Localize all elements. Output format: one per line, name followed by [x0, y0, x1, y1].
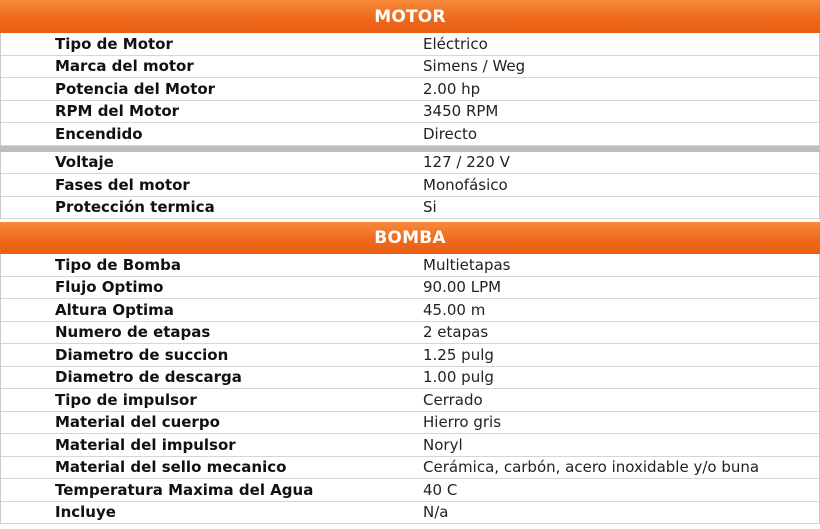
spec-label: Material del sello mecanico — [55, 458, 287, 477]
spec-row — [1, 389, 819, 412]
spec-row — [1, 56, 819, 79]
spec-row — [1, 101, 819, 124]
spec-label: Tipo de Bomba — [55, 255, 181, 274]
spec-label: Marca del motor — [55, 57, 194, 76]
spec-label: Diametro de succion — [55, 345, 229, 364]
spec-value: 127 / 220 V — [423, 153, 510, 172]
spec-row — [1, 123, 819, 146]
spec-row — [1, 479, 819, 502]
bomba-section-header — [0, 222, 820, 254]
spec-row — [1, 78, 819, 101]
spec-label: Material del impulsor — [55, 435, 236, 454]
spec-value: 1.25 pulg — [423, 345, 494, 364]
spec-value: Multietapas — [423, 255, 511, 274]
spec-row — [1, 299, 819, 322]
spec-row — [1, 367, 819, 390]
spec-value: Monofásico — [423, 175, 508, 194]
spec-label: Diametro de descarga — [55, 368, 242, 387]
spec-value: N/a — [423, 503, 449, 522]
bomba-rows — [0, 254, 820, 524]
spec-label: Altura Optima — [55, 300, 174, 319]
spec-label: Protección termica — [55, 198, 215, 217]
spec-row — [1, 344, 819, 367]
spec-value: 45.00 m — [423, 300, 486, 319]
spec-value: Simens / Weg — [423, 57, 526, 76]
spec-row — [1, 457, 819, 480]
spec-label: Encendido — [55, 124, 143, 143]
spec-label: RPM del Motor — [55, 102, 180, 121]
spec-value: 2 etapas — [423, 323, 489, 342]
spec-row — [1, 277, 819, 300]
spec-row — [1, 152, 819, 175]
spec-label: Incluye — [55, 503, 116, 522]
motor-rows-a — [0, 33, 820, 146]
motor-rows-b — [0, 152, 820, 220]
spec-row — [1, 174, 819, 197]
spec-label: Tipo de impulsor — [55, 390, 197, 409]
spec-row — [1, 502, 819, 525]
spec-value: Noryl — [423, 435, 463, 454]
spec-label: Fases del motor — [55, 175, 190, 194]
spec-value: Cerámica, carbón, acero inoxidable y/o buna — [423, 458, 760, 477]
motor-section-title: MOTOR — [374, 6, 446, 27]
spec-value: Eléctrico — [423, 34, 488, 53]
spec-row — [1, 197, 819, 220]
spec-value: 3450 RPM — [423, 102, 499, 121]
spec-value: Directo — [423, 124, 478, 143]
spec-label: Potencia del Motor — [55, 79, 216, 98]
spec-label: Voltaje — [55, 153, 114, 172]
spec-row — [1, 322, 819, 345]
motor-section-header — [0, 0, 820, 33]
spec-label: Tipo de Motor — [55, 34, 173, 53]
spec-label: Numero de etapas — [55, 323, 211, 342]
spec-row — [1, 254, 819, 277]
spec-label: Flujo Optimo — [55, 278, 164, 297]
spec-row — [1, 434, 819, 457]
spec-label: Material del cuerpo — [55, 413, 220, 432]
spec-value: Hierro gris — [423, 413, 502, 432]
spec-row — [1, 412, 819, 435]
bomba-section-title: BOMBA — [374, 228, 446, 248]
spec-value: Cerrado — [423, 390, 483, 409]
spec-value: 40 C — [423, 480, 458, 499]
spec-label: Temperatura Maxima del Agua — [55, 480, 314, 499]
spec-value: 2.00 hp — [423, 79, 481, 98]
spec-value: 90.00 LPM — [423, 278, 502, 297]
spec-value: Si — [423, 198, 437, 217]
spec-row — [1, 33, 819, 56]
spec-value: 1.00 pulg — [423, 368, 494, 387]
